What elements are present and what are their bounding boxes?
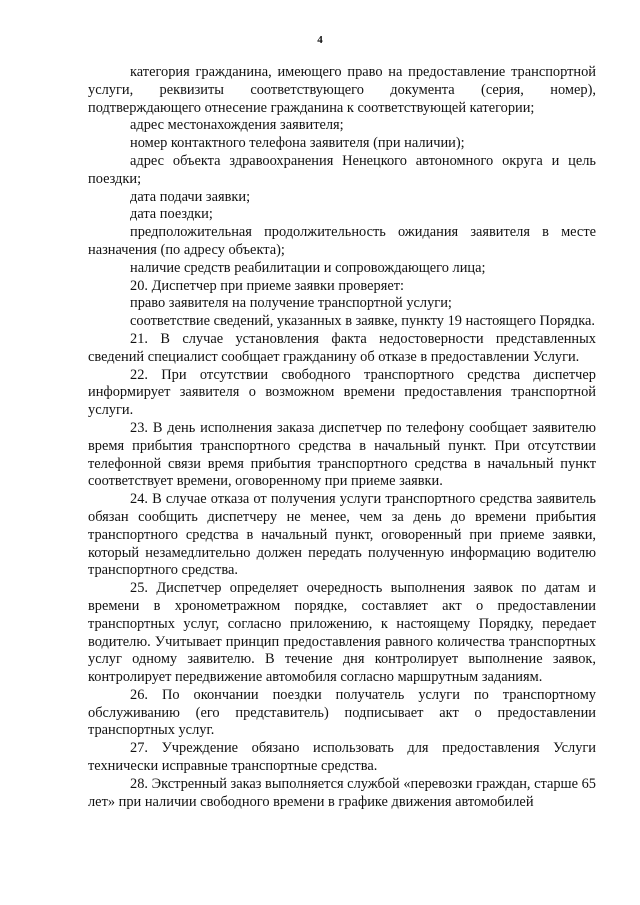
paragraph: 23. В день исполнения заказа диспетчер по телефону сообщает заявителю время прибытия транспортного средства в начальный пункт. При отсутствии телефонной связи время прибытия транспортного средства в начальный пункт соответствует времени, оговоренному при приеме заявки. xyxy=(88,419,596,490)
paragraph: дата подачи заявки; xyxy=(130,188,251,205)
paragraph: адрес объекта здравоохранения Ненецкого автономного округа и цель поездки; xyxy=(88,152,596,187)
paragraph: 24. В случае отказа от получения услуги транспортного средства заявитель обязан сообщить диспетчеру не менее, чем за день до времени прибытия транспортного средства в начальный пункт, оговоренный при приеме заявки, который незамедлительно должен передать полученную информацию водителю транспортного средства. xyxy=(88,491,596,579)
page-number: 4 xyxy=(317,34,323,46)
paragraph: 21. В случае установления факта недостоверности представленных сведений специалист сообщает гражданину об отказе в предоставлении Услуги. xyxy=(88,330,596,365)
paragraph: 25. Диспетчер определяет очередность выполнения заявок по датам и времени в хронометражном порядке, составляет акт о предоставлении транспортных услуг, согласно приложению, к настоящему Порядку, передает водителю. Учитывает принцип предоставления равного количества транспортных услуг одному заявителю. В течение дня контролирует выполнение заявок, контролирует передвижение автомобиля согласно маршрутным заданиям. xyxy=(88,580,596,686)
paragraph: 28. Экстренный заказ выполняется службой «перевозки граждан, старше 65 лет» при наличии свободного времени в графике движения автомобилей xyxy=(88,775,596,810)
paragraph: номер контактного телефона заявителя (при наличии); xyxy=(130,135,465,152)
paragraph: 20. Диспетчер при приеме заявки проверяет: xyxy=(130,277,405,294)
paragraph: 26. По окончании поездки получатель услуги по транспортному обслуживанию (его представитель) подписывает акт о предоставлении транспортных услуг. xyxy=(88,686,596,739)
paragraph: адрес местонахождения заявителя; xyxy=(130,117,344,134)
paragraph: 27. Учреждение обязано использовать для предоставления Услуги технически исправные транспортные средства. xyxy=(88,740,596,775)
paragraph: соответствие сведений, указанных в заявке, пункту 19 настоящего Порядка. xyxy=(130,313,595,330)
paragraph: дата поездки; xyxy=(130,206,213,223)
paragraph: предположительная продолжительность ожидания заявителя в месте назначения (по адресу объекта); xyxy=(88,224,596,258)
document-body xyxy=(88,64,596,811)
paragraph: категория гражданина, имеющего право на предоставление транспортной услуги, реквизиты соответствующего документа (серия, номер), подтверждающего отнесение гражданина к соответствующей категории; xyxy=(88,64,596,116)
paragraph: право заявителя на получение транспортной услуги; xyxy=(130,295,452,312)
paragraph: наличие средств реабилитации и сопровождающего лица; xyxy=(130,259,486,276)
paragraph: 22. При отсутствии свободного транспортного средства диспетчер информирует заявителя о возможном времени предоставления транспортной услуги. xyxy=(88,366,596,419)
